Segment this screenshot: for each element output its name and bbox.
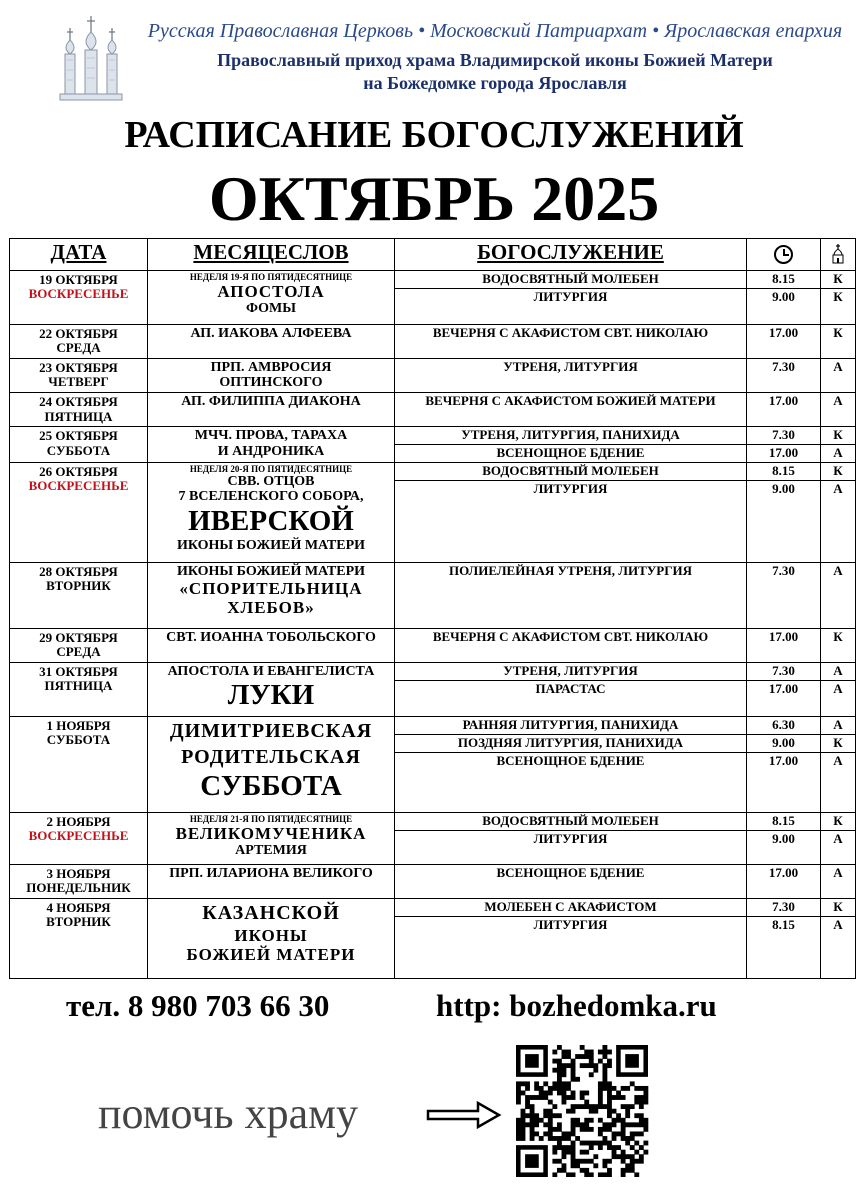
location-cell: А: [821, 864, 856, 898]
weekday-text: ВОСКРЕСЕНЬЕ: [28, 286, 129, 302]
arrow-right-icon: [426, 1100, 502, 1130]
saint-line: ДИМИТРИЕВСКАЯ: [169, 719, 373, 742]
date-cell: [10, 462, 148, 562]
date-cell: [10, 324, 148, 358]
location-cell: А: [821, 662, 856, 680]
date-cell: [10, 392, 148, 426]
saint-line: ИКОНЫ БОЖИЕЙ МАТЕРИ: [176, 563, 366, 579]
time-cell: 7.30: [747, 358, 821, 392]
time-cell: 8.15: [747, 812, 821, 830]
date-cell: [10, 812, 148, 864]
service-cell: ВСЕНОЩНОЕ БДЕНИЕ: [395, 752, 747, 812]
location-cell: А: [821, 358, 856, 392]
time-cell: 17.00: [747, 392, 821, 426]
date-text: 29 ОКТЯБРЯ: [39, 629, 118, 645]
date-cell: [10, 628, 148, 662]
table-row: [10, 628, 856, 662]
saint-line: НЕДЕЛЯ 19-Я ПО ПЯТИДЕСЯТНИЦЕ: [189, 271, 353, 282]
service-cell: ВСЕНОЩНОЕ БДЕНИЕ: [395, 445, 747, 463]
service-cell: ЛИТУРГИЯ: [395, 288, 747, 324]
website-link[interactable]: http: bozhedomka.ru: [436, 988, 717, 1023]
saint-line: ИКОНЫ: [234, 925, 308, 945]
saint-line: ХЛЕБОВ»: [227, 598, 315, 618]
saint-cell: [148, 662, 395, 716]
date-cell: [10, 716, 148, 812]
time-cell: 6.30: [747, 716, 821, 734]
service-cell: МОЛЕБЕН С АКАФИСТОМ: [395, 898, 747, 916]
weekday-text: ЧЕТВЕРГ: [48, 374, 109, 390]
header-date: ДАТА: [10, 239, 148, 271]
table-row: [10, 324, 856, 358]
date-text: 19 ОКТЯБРЯ: [39, 271, 118, 287]
saint-line: ПРП. АМВРОСИЯ: [210, 359, 332, 375]
table-row: [10, 716, 856, 734]
location-cell: К: [821, 462, 856, 480]
page-title: РАСПИСАНИЕ БОГОСЛУЖЕНИЙ: [124, 114, 744, 156]
saint-line: СВВ. ОТЦОВ: [227, 473, 315, 489]
table-row: [10, 270, 856, 288]
header-time: [747, 239, 821, 271]
location-cell: К: [821, 812, 856, 830]
weekday-text: ПОНЕДЕЛЬНИК: [26, 880, 131, 896]
saint-line: АРТЕМИЯ: [235, 842, 307, 858]
location-cell: К: [821, 427, 856, 445]
table-row: [10, 392, 856, 426]
date-cell: [10, 562, 148, 628]
saint-line: ОПТИНСКОГО: [219, 375, 323, 391]
service-cell: УТРЕНЯ, ЛИТУРГИЯ, ПАНИХИДА: [395, 427, 747, 445]
time-cell: 17.00: [747, 680, 821, 716]
date-text: 23 ОКТЯБРЯ: [39, 359, 118, 375]
date-text: 4 НОЯБРЯ: [46, 899, 111, 915]
saint-line: ИКОНЫ БОЖИЕЙ МАТЕРИ: [176, 538, 366, 554]
saint-line: РОДИТЕЛЬСКАЯ: [181, 745, 361, 768]
date-text: 1 НОЯБРЯ: [46, 717, 111, 733]
service-cell: ВЕЧЕРНЯ С АКАФИСТОМ СВТ. НИКОЛАЮ: [395, 628, 747, 662]
saint-cell: [148, 812, 395, 864]
time-cell: 7.30: [747, 662, 821, 680]
service-cell: ВОДОСВЯТНЫЙ МОЛЕБЕН: [395, 462, 747, 480]
location-cell: А: [821, 392, 856, 426]
time-cell: 8.15: [747, 270, 821, 288]
date-text: 25 ОКТЯБРЯ: [39, 428, 118, 444]
saint-line: 7 ВСЕЛЕНСКОГО СОБОРА,: [178, 489, 364, 505]
location-cell: К: [821, 628, 856, 662]
date-cell: [10, 898, 148, 978]
table-row: [10, 898, 856, 916]
time-cell: 9.00: [747, 288, 821, 324]
weekday-text: ПЯТНИЦА: [44, 678, 113, 694]
table-row: [10, 662, 856, 680]
service-cell: ЛИТУРГИЯ: [395, 830, 747, 864]
weekday-text: ВОСКРЕСЕНЬЕ: [28, 828, 129, 844]
location-cell: А: [821, 680, 856, 716]
saint-cell: [148, 358, 395, 392]
saint-line: АПОСТОЛА И ЕВАНГЕЛИСТА: [167, 663, 375, 679]
phone-number: тел. 8 980 703 66 30: [66, 988, 330, 1023]
saint-cell: [148, 716, 395, 812]
service-cell: ВОДОСВЯТНЫЙ МОЛЕБЕН: [395, 270, 747, 288]
saint-line: НЕДЕЛЯ 21-Я ПО ПЯТИДЕСЯТНИЦЕ: [189, 813, 353, 824]
header-month: МЕСЯЦЕСЛОВ: [148, 239, 395, 271]
service-cell: ВСЕНОЩНОЕ БДЕНИЕ: [395, 864, 747, 898]
service-cell: ПАРАСТАС: [395, 680, 747, 716]
service-cell: УТРЕНЯ, ЛИТУРГИЯ: [395, 662, 747, 680]
location-cell: А: [821, 480, 856, 562]
time-cell: 17.00: [747, 324, 821, 358]
saint-line: АП. ФИЛИППА ДИАКОНА: [181, 393, 361, 409]
header-parish-line: Православный приход храма Владимирской иконы Божией Матери: [217, 50, 773, 70]
saint-line: И АНДРОНИКА: [217, 443, 325, 459]
weekday-text: ВОСКРЕСЕНЬЕ: [28, 478, 129, 494]
weekday-text: СУББОТА: [46, 442, 111, 458]
table-row: [10, 427, 856, 445]
service-cell: ПОЛИЕЛЕЙНАЯ УТРЕНЯ, ЛИТУРГИЯ: [395, 562, 747, 628]
saint-line: НЕДЕЛЯ 20-Я ПО ПЯТИДЕСЯТНИЦЕ: [189, 463, 353, 474]
saint-cell: [148, 427, 395, 463]
saint-line: СВТ. ИОАННА ТОБОЛЬСКОГО: [166, 629, 376, 645]
time-cell: 17.00: [747, 628, 821, 662]
service-cell: ПОЗДНЯЯ ЛИТУРГИЯ, ПАНИХИДА: [395, 734, 747, 752]
header-church-line: Русская Православная Церковь • Московский Патриархат • Ярославская епархия: [147, 20, 843, 42]
service-cell: ВЕЧЕРНЯ С АКАФИСТОМ БОЖИЕЙ МАТЕРИ: [395, 392, 747, 426]
location-cell: К: [821, 270, 856, 288]
church-icon: [830, 244, 846, 264]
date-text: 2 НОЯБРЯ: [46, 813, 111, 829]
date-cell: [10, 427, 148, 463]
table-row: [10, 462, 856, 480]
service-cell: ВОДОСВЯТНЫЙ МОЛЕБЕН: [395, 812, 747, 830]
location-cell: А: [821, 830, 856, 864]
schedule-table: [9, 238, 856, 979]
time-cell: 8.15: [747, 916, 821, 978]
time-cell: 9.00: [747, 830, 821, 864]
time-cell: 8.15: [747, 462, 821, 480]
church-logo-icon: [56, 10, 126, 102]
time-cell: 9.00: [747, 480, 821, 562]
header-city-line: на Божедомке города Ярославля: [363, 73, 627, 93]
saint-cell: [148, 324, 395, 358]
location-cell: А: [821, 916, 856, 978]
saint-line: ИВЕРСКОЙ: [188, 505, 354, 538]
service-cell: РАННЯЯ ЛИТУРГИЯ, ПАНИХИДА: [395, 716, 747, 734]
header: [0, 0, 868, 110]
header-location: [821, 239, 856, 271]
date-cell: [10, 662, 148, 716]
weekday-text: ПЯТНИЦА: [44, 408, 113, 424]
service-cell: ЛИТУРГИЯ: [395, 916, 747, 978]
saint-line: СУББОТА: [200, 769, 342, 802]
service-cell: ВЕЧЕРНЯ С АКАФИСТОМ СВТ. НИКОЛАЮ: [395, 324, 747, 358]
saint-line: АП. ИАКОВА АЛФЕЕВА: [190, 325, 352, 341]
table-row: [10, 562, 856, 628]
time-cell: 17.00: [747, 445, 821, 463]
month-title: ОКТЯБРЬ 2025: [208, 163, 660, 234]
qr-code-icon[interactable]: [516, 1045, 652, 1177]
saint-line: ВЕЛИКОМУЧЕНИКА: [175, 823, 367, 843]
time-cell: 17.00: [747, 864, 821, 898]
location-cell: А: [821, 716, 856, 734]
header-service: БОГОСЛУЖЕНИЕ: [395, 239, 747, 271]
saint-line: ЛУКИ: [227, 679, 315, 712]
service-cell: УТРЕНЯ, ЛИТУРГИЯ: [395, 358, 747, 392]
saint-cell: [148, 628, 395, 662]
location-cell: А: [821, 562, 856, 628]
time-cell: 9.00: [747, 734, 821, 752]
date-text: 31 ОКТЯБРЯ: [39, 663, 118, 679]
time-cell: 7.30: [747, 427, 821, 445]
date-cell: [10, 358, 148, 392]
time-cell: 7.30: [747, 562, 821, 628]
weekday-text: ВТОРНИК: [46, 578, 111, 594]
location-cell: А: [821, 752, 856, 812]
table-row: [10, 864, 856, 898]
saint-line: МЧЧ. ПРОВА, ТАРАХА: [194, 428, 348, 444]
date-text: 22 ОКТЯБРЯ: [39, 325, 118, 341]
time-cell: 17.00: [747, 752, 821, 812]
date-text: 28 ОКТЯБРЯ: [39, 563, 118, 579]
saint-line: АПОСТОЛА: [217, 281, 325, 301]
saint-cell: [148, 462, 395, 562]
weekday-text: ВТОРНИК: [46, 914, 111, 930]
location-cell: А: [821, 445, 856, 463]
location-cell: К: [821, 734, 856, 752]
saint-line: БОЖИЕЙ МАТЕРИ: [186, 944, 356, 964]
service-cell: ЛИТУРГИЯ: [395, 480, 747, 562]
table-row: [10, 812, 856, 830]
help-temple-label: помочь храму: [98, 1089, 358, 1138]
date-cell: [10, 864, 148, 898]
saint-cell: [148, 864, 395, 898]
saint-line: «СПОРИТЕЛЬНИЦА: [179, 579, 363, 599]
saint-cell: [148, 562, 395, 628]
table-header-row: [10, 239, 856, 271]
weekday-text: СРЕДА: [56, 644, 101, 660]
time-cell: 7.30: [747, 898, 821, 916]
date-cell: [10, 270, 148, 324]
date-text: 24 ОКТЯБРЯ: [39, 393, 118, 409]
saint-line: ФОМЫ: [245, 300, 297, 316]
saint-cell: [148, 392, 395, 426]
weekday-text: СРЕДА: [56, 340, 101, 356]
weekday-text: СУББОТА: [46, 732, 111, 748]
saint-line: КАЗАНСКОЙ: [202, 901, 340, 924]
table-row: [10, 358, 856, 392]
saint-line: ПРП. ИЛАРИОНА ВЕЛИКОГО: [169, 865, 373, 881]
location-cell: К: [821, 324, 856, 358]
location-cell: К: [821, 288, 856, 324]
saint-cell: [148, 898, 395, 978]
date-text: 26 ОКТЯБРЯ: [39, 463, 118, 479]
location-cell: К: [821, 898, 856, 916]
clock-icon: [774, 245, 793, 264]
saint-cell: [148, 270, 395, 324]
date-text: 3 НОЯБРЯ: [46, 865, 111, 881]
